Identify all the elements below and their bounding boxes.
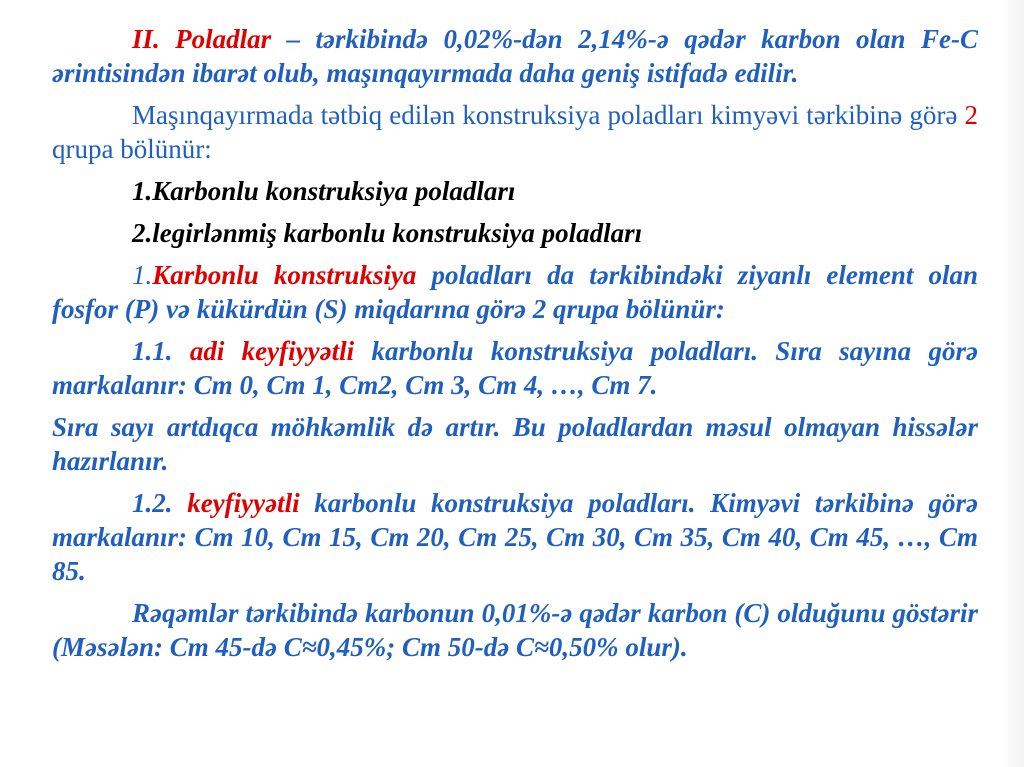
steels-definition-text: – tərkibində 0,02%-dən 2,14%-ə qədər karbon olan Fe-C ərintisindən ibarət olub, maşınqayırmada daha geniş istifadə edilir.: [52, 24, 978, 88]
carbon-steels-text: poladları da tərkibindəki ziyanlı element olan fosfor (P) və kükürdün (S) miqdarına görə 2 qrupa bölünür:: [52, 260, 978, 324]
group-item-1: 1.Karbonlu konstruksiya poladları: [132, 176, 516, 206]
groups-intro-text-a: Maşınqayırmada tətbiq edilən konstruksiya poladları kimyəvi tərkibinə görə: [132, 100, 965, 130]
carbon-steels-heading: Karbonlu konstruksiya: [152, 260, 417, 290]
quality-steels-number: 1.2.: [132, 488, 188, 518]
ordinary-quality-number: 1.1.: [132, 336, 190, 366]
slide-text: [52, 22, 978, 672]
slide-edge-shadow: [1002, 0, 1024, 767]
steels-heading: II. Poladlar: [132, 24, 272, 54]
groups-intro-text-b: qrupa bölünür:: [52, 134, 212, 164]
quality-steels-heading: keyfiyyətli: [187, 488, 300, 518]
carbon-steels-number: 1.: [132, 260, 153, 290]
ordinary-quality-heading: adi keyfiyyətli: [189, 336, 355, 366]
paragraph-strength-note: Sıra sayı artdıqca möhkəmlik də artır. Bu poladlardan məsul olmayan hissələr hazırlanır.: [52, 412, 978, 476]
paragraph-numbers-meaning: Rəqəmlər tərkibində karbonun 0,01%-ə qədər karbon (C) olduğunu göstərir (Məsələn: Cm 45-də C≈0,45%; Cm 50-də C≈0,50% olur).: [52, 598, 978, 662]
paragraph-carbon-steels: [52, 258, 978, 326]
groups-count: 2: [964, 100, 978, 130]
paragraph-ordinary-quality: [52, 334, 978, 402]
ordinary-quality-text: karbonlu konstruksiya poladları. Sıra sayına görə markalanır: Cm 0, Cm 1, Cm2, Cm 3, Cm 4, …, Cm 7.: [52, 336, 979, 400]
paragraph-quality-steels: [52, 486, 978, 588]
paragraph-steels-definition: [52, 22, 978, 90]
quality-steels-text: karbonlu konstruksiya poladları. Kimyəvi tərkibinə görə markalanır: Cm 10, Cm 15, Cm 20, Cm 25, Cm 30, Cm 35, Cm 40, Cm 45, …, Cm 85.: [52, 488, 979, 586]
paragraph-groups-intro: [52, 98, 978, 166]
group-item-2: 2.legirlənmiş karbonlu konstruksiya poladları: [132, 218, 643, 248]
